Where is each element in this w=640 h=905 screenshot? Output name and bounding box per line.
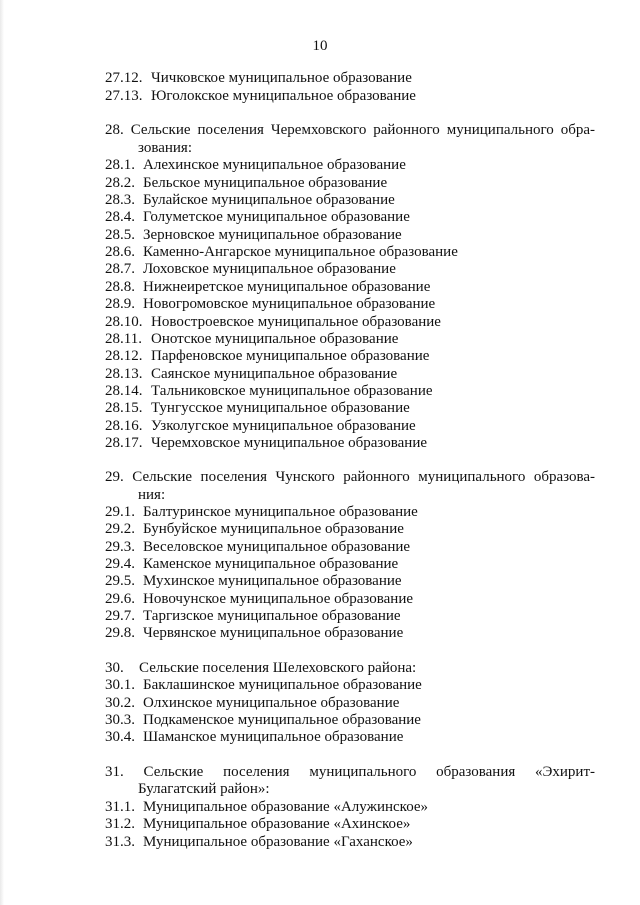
list-item-number: 30.3.: [105, 712, 135, 728]
list-item-number: 27.13.: [105, 88, 143, 104]
list-item-text: Булайское муниципальное образование: [143, 192, 395, 208]
list-item-number: 29.6.: [105, 591, 135, 607]
list-item-text: Чичковское муниципальное образование: [151, 70, 412, 86]
list-item-continuation: [138, 781, 628, 798]
list-item: [105, 608, 595, 625]
list-item-number: 29.: [105, 469, 124, 485]
list-item: [105, 383, 595, 400]
list-item-text: Сельские поселения муниципального образования «Эхирит-: [143, 764, 596, 780]
list-item-number: 29.2.: [105, 521, 135, 537]
list-item-text: Онотское муниципальное образование: [151, 331, 399, 347]
list-item: [105, 296, 595, 313]
list-item-text: Таргизское муниципальное образование: [143, 608, 401, 624]
list-item: [105, 227, 595, 244]
list-item-number: 29.3.: [105, 539, 135, 555]
list-item-number: 31.3.: [105, 834, 135, 850]
list-item-text: Олхинское муниципальное образование: [143, 695, 400, 711]
list-item: [105, 695, 595, 712]
list-item: [105, 573, 595, 590]
list-item: [105, 348, 595, 365]
list-item-text: Муниципальное образование «Алужинское»: [143, 799, 429, 815]
list-item-text: Тальниковское муниципальное образование: [151, 383, 433, 399]
list-item-text: Червянское муниципальное образование: [143, 625, 404, 641]
list-item: [105, 816, 595, 833]
list-item-number: 28.17.: [105, 435, 143, 451]
list-item-text: Сельские поселения Шелеховского района:: [139, 660, 417, 676]
list-item-number: 30.4.: [105, 729, 135, 745]
list-item-number: 28.13.: [105, 366, 143, 382]
list-item: [105, 244, 595, 261]
list-item-number: 28.15.: [105, 400, 143, 416]
list-item-number: 28.12.: [105, 348, 143, 364]
list-item: [105, 521, 595, 538]
list-item: [105, 435, 595, 452]
list-item: [105, 834, 595, 851]
list-item-number: 30.: [105, 660, 124, 676]
list-item-text: Лоховское муниципальное образование: [143, 261, 396, 277]
list-item-number: 29.5.: [105, 573, 135, 589]
list-item-number: 29.1.: [105, 504, 135, 520]
list-item-number: 31.: [105, 764, 124, 780]
list-item: [105, 539, 595, 556]
list-item-text: Бунбуйское муниципальное образование: [143, 521, 404, 537]
list-item-text: Сельские поселения Черемховского районного муниципального обра-: [130, 122, 595, 138]
list-item: [105, 175, 595, 192]
list-item: [105, 504, 595, 521]
list-item-text: Саянское муниципальное образование: [151, 366, 398, 382]
list-item-text: Нижнеиретское муниципальное образование: [143, 279, 431, 295]
list-item: [105, 366, 595, 383]
list-item: [105, 400, 595, 417]
list-item: [105, 556, 595, 573]
list-item-text: Шаманское муниципальное образование: [143, 729, 404, 745]
list-item-number: 29.8.: [105, 625, 135, 641]
list-item-continuation: [138, 487, 628, 504]
list-item-text: Мухинское муниципальное образование: [143, 573, 402, 589]
list-item: [105, 192, 595, 209]
list-item-number: 28.9.: [105, 296, 135, 312]
list-item-number: 28.: [105, 122, 124, 138]
list-item-number: 30.2.: [105, 695, 135, 711]
list-item-number: 28.6.: [105, 244, 135, 260]
list-item-number: 28.14.: [105, 383, 143, 399]
list-item: [105, 209, 595, 226]
list-item-text: Зерновское муниципальное образование: [143, 227, 402, 243]
list-item-number: 28.1.: [105, 157, 135, 173]
list-item: [105, 677, 595, 694]
list-item: [105, 799, 595, 816]
list-item: [105, 469, 595, 486]
list-item-number: 28.16.: [105, 418, 143, 434]
list-item-number: 28.4.: [105, 209, 135, 225]
list-item: [105, 88, 595, 105]
list-item: [105, 418, 595, 435]
list-item-number: 31.1.: [105, 799, 135, 815]
list-item-number: 28.2.: [105, 175, 135, 191]
list-item-continuation: [138, 140, 628, 157]
list-item: [105, 331, 595, 348]
list-item: [105, 122, 595, 139]
list-item-text: Новостроевское муниципальное образование: [151, 314, 441, 330]
list-item-text: Голуметское муниципальное образование: [143, 209, 410, 225]
page-number: 10: [312, 38, 328, 54]
list-item: [105, 625, 595, 642]
list-item-text: зования:: [138, 140, 193, 156]
list-item-text: Новочунское муниципальное образование: [143, 591, 414, 607]
list-item: [105, 279, 595, 296]
list-item: [105, 591, 595, 608]
list-item-text: Новогромовское муниципальное образование: [143, 296, 436, 312]
list-item-number: 29.4.: [105, 556, 135, 572]
list-item: [105, 712, 595, 729]
list-item: [105, 764, 595, 781]
list-item-text: Бельское муниципальное образование: [143, 175, 388, 191]
list-item-text: Каменское муниципальное образование: [143, 556, 399, 572]
list-item: [105, 314, 595, 331]
list-item-text: Муниципальное образование «Ахинское»: [143, 816, 411, 832]
list-item-number: 28.5.: [105, 227, 135, 243]
list-item-text: Муниципальное образование «Гаханское»: [143, 834, 413, 850]
list-item-number: 28.10.: [105, 314, 143, 330]
scan-edge-shadow: [0, 0, 4, 905]
list-item: [105, 660, 595, 677]
list-item-text: Веселовское муниципальное образование: [143, 539, 411, 555]
list-item-number: 28.8.: [105, 279, 135, 295]
list-item-text: Булагатский район»:: [138, 781, 270, 797]
list-item: [105, 157, 595, 174]
list-item-text: Черемховское муниципальное образование: [151, 435, 427, 451]
list-item-text: Балтуринское муниципальное образование: [143, 504, 418, 520]
list-item-text: Сельские поселения Чунского районного муниципального образова-: [132, 469, 595, 485]
list-item-text: Алехинское муниципальное образование: [143, 157, 406, 173]
list-item-text: ния:: [138, 487, 166, 503]
list-item-text: Подкаменское муниципальное образование: [143, 712, 421, 728]
list-item-number: 27.12.: [105, 70, 143, 86]
list-item-number: 31.2.: [105, 816, 135, 832]
list-item-number: 28.3.: [105, 192, 135, 208]
list-item-number: 28.11.: [105, 331, 142, 347]
list-item-text: Узколугское муниципальное образование: [151, 418, 416, 434]
list-item: [105, 729, 595, 746]
list-item-text: Юголокское муниципальное образование: [151, 88, 416, 104]
list-item: [105, 261, 595, 278]
list-item-number: 29.7.: [105, 608, 135, 624]
list-item-text: Тунгусское муниципальное образование: [151, 400, 410, 416]
list-item-text: Баклашинское муниципальное образование: [143, 677, 422, 693]
list-item-text: Парфеновское муниципальное образование: [151, 348, 430, 364]
list-item-number: 28.7.: [105, 261, 135, 277]
list-item: [105, 70, 595, 87]
list-item-number: 30.1.: [105, 677, 135, 693]
list-item-text: Каменно-Ангарское муниципальное образование: [143, 244, 458, 260]
